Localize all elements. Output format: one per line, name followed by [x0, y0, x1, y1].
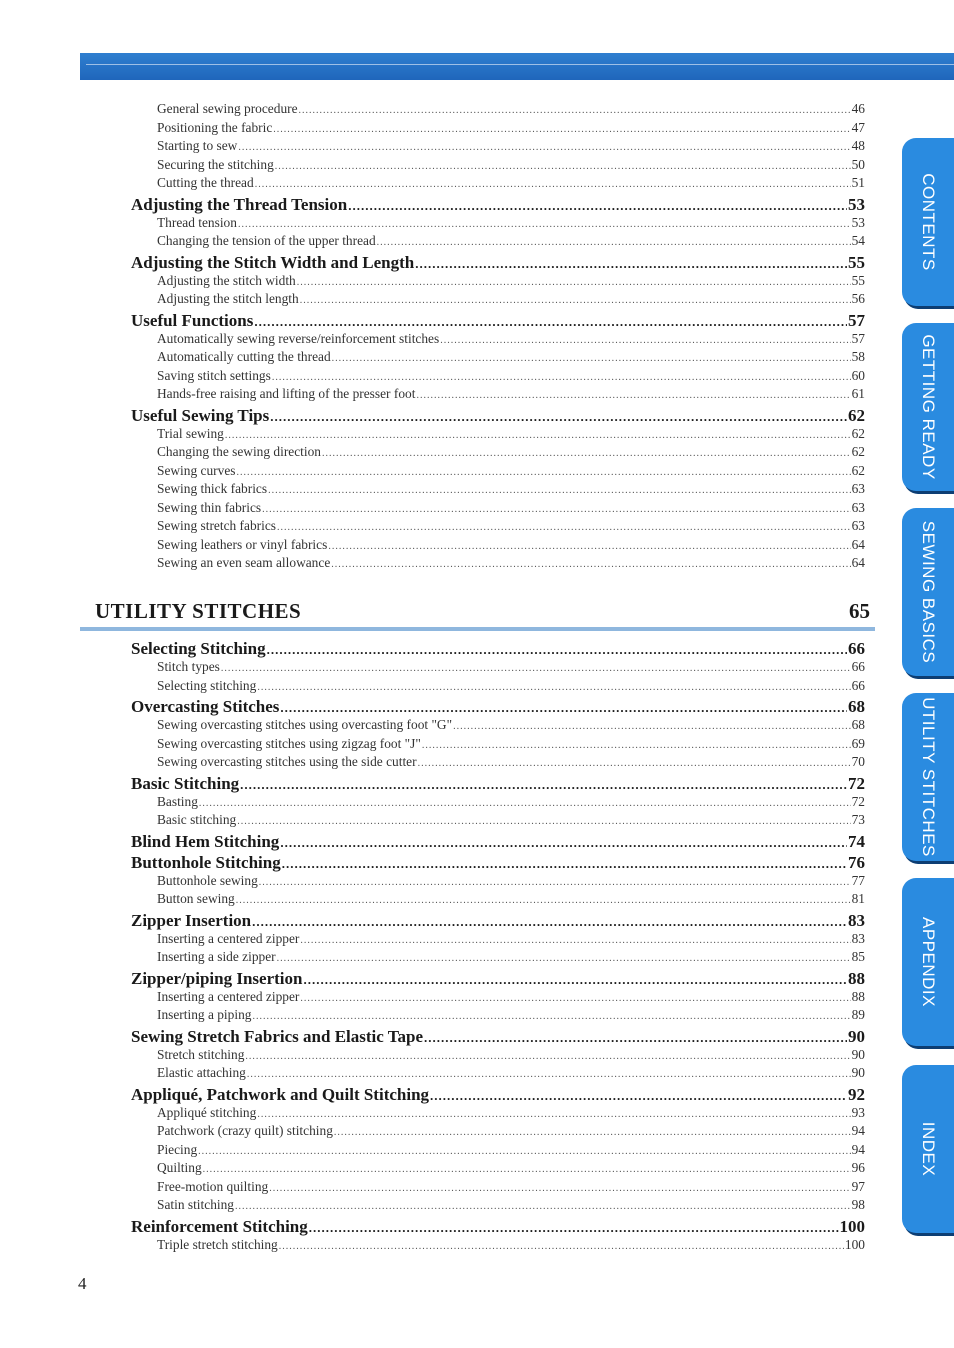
toc-entry[interactable] [131, 794, 865, 813]
toc-entry[interactable] [131, 1142, 865, 1161]
toc-entry[interactable] [131, 120, 865, 139]
dot-leader [277, 522, 851, 533]
toc-entry-title: Cutting the thread [157, 175, 254, 190]
toc-entry[interactable] [131, 215, 865, 234]
toc-entry[interactable] [131, 1047, 865, 1066]
toc-entry-title: Sewing curves [157, 462, 236, 478]
toc-heading-entry[interactable] [131, 195, 865, 215]
dot-leader [225, 430, 851, 441]
section-title: UTILITY STITCHES [95, 599, 302, 623]
toc-entry-title: Triple stretch stitching [157, 1236, 278, 1252]
page-number: 4 [78, 1274, 87, 1293]
toc-entry-page: 97 [851, 1178, 865, 1194]
toc-entry[interactable] [131, 555, 865, 574]
toc-entry-title: Sewing thin fabrics [157, 499, 262, 515]
toc-entry-page: 63 [851, 481, 865, 496]
toc-entry-page: 63 [851, 499, 865, 515]
toc-entry-page: 63 [851, 518, 865, 533]
dot-leader [272, 372, 851, 383]
tab-label: SEWING BASICS [919, 520, 938, 664]
toc-entry-title: Appliqué, Patchwork and Quilt Stitching [131, 1084, 430, 1104]
dot-leader [415, 256, 847, 272]
dot-leader [279, 1241, 844, 1252]
toc-heading-entry[interactable] [131, 1085, 865, 1105]
dot-leader [280, 835, 847, 851]
toc-entry[interactable] [131, 368, 865, 387]
toc-entry[interactable] [131, 481, 865, 500]
dot-leader [238, 142, 850, 153]
toc-entry-title: Thread tension [157, 214, 237, 230]
toc-entry-page: 96 [851, 1160, 865, 1175]
toc-entry-page: 83 [851, 930, 865, 946]
toc-entry[interactable] [131, 736, 865, 755]
toc-heading-entry[interactable] [131, 911, 865, 931]
toc-heading-entry[interactable] [131, 1217, 865, 1237]
dot-leader [440, 335, 850, 346]
toc-entry-page: 66 [848, 639, 865, 658]
tab-label: INDEX [919, 1121, 938, 1177]
toc-entry-page: 66 [851, 677, 865, 693]
toc-entry-page: 57 [848, 310, 865, 330]
toc-entry-title: Starting to sew [157, 138, 238, 153]
toc-entry[interactable] [131, 101, 865, 120]
dot-leader [418, 758, 851, 769]
header-band-line [86, 64, 954, 65]
toc-entry-page: 62 [851, 425, 865, 441]
toc-list-top [131, 101, 865, 574]
toc-entry[interactable] [131, 463, 865, 482]
toc-entry[interactable] [131, 349, 865, 368]
toc-entry-title: Changing the sewing direction [157, 444, 322, 459]
toc-entry[interactable] [131, 717, 865, 736]
dot-leader [322, 448, 851, 459]
toc-entry-title: Zipper Insertion [131, 910, 252, 930]
toc-entry-page: 72 [851, 793, 865, 809]
toc-heading-entry[interactable] [131, 639, 865, 659]
toc-entry-title: Piecing [157, 1141, 198, 1157]
toc-entry-title: Saving stitch settings [157, 367, 271, 383]
toc-entry-page: 92 [848, 1084, 865, 1104]
toc-entry-title: Overcasting Stitches [131, 697, 280, 716]
toc-entry[interactable] [131, 175, 865, 194]
toc-heading-entry[interactable] [131, 832, 865, 852]
dot-leader [430, 1088, 847, 1104]
toc-entry-page: 64 [851, 555, 865, 570]
dot-leader [236, 467, 850, 478]
dot-leader [247, 1069, 851, 1080]
toc-entry-page: 89 [851, 1007, 865, 1022]
toc-entry-title: Sewing Stretch Fabrics and Elastic Tape [131, 1026, 424, 1046]
tab-appendix[interactable] [902, 878, 954, 1046]
toc-entry-page: 68 [851, 717, 865, 732]
toc-entry-page: 57 [851, 330, 865, 346]
toc-entry[interactable] [131, 500, 865, 519]
dot-leader [331, 559, 850, 570]
toc-entry-title: Buttonhole Stitching [131, 852, 281, 872]
toc-entry-page: 90 [848, 1026, 865, 1046]
toc-entry[interactable] [131, 1105, 865, 1124]
toc-entry[interactable] [131, 273, 865, 292]
toc-entry-page: 54 [851, 233, 865, 248]
tab-label: UTILITY STITCHES [919, 697, 938, 857]
dot-leader [300, 935, 850, 946]
toc-entry[interactable] [131, 989, 865, 1008]
toc-entry-title: Adjusting the stitch length [157, 291, 299, 306]
toc-entry-title: Selecting Stitching [131, 639, 266, 658]
toc-entry-title: Zipper/piping Insertion [131, 968, 303, 988]
toc-entry-title: Hands-free raising and lifting of the presser foot [157, 386, 416, 401]
dot-leader [453, 721, 851, 732]
toc-entry[interactable] [131, 157, 865, 176]
toc-entry-page: 76 [848, 852, 865, 872]
dot-leader [235, 1201, 851, 1212]
toc-entry-page: 69 [851, 735, 865, 751]
toc-entry-title: Changing the tension of the upper thread [157, 233, 376, 248]
toc-entry-page: 90 [851, 1046, 865, 1062]
toc-entry-page: 53 [851, 214, 865, 230]
toc-entry-title: Sewing leathers or vinyl fabrics [157, 536, 328, 552]
toc-entry-title: General sewing procedure [157, 101, 298, 116]
toc-entry-title: Inserting a side zipper [157, 949, 276, 964]
toc-entry-page: 48 [851, 138, 865, 153]
toc-entry-page: 72 [848, 773, 865, 793]
toc-entry[interactable] [131, 386, 865, 405]
toc-list-bottom [131, 638, 865, 1255]
toc-heading-entry[interactable] [131, 774, 865, 794]
toc-entry[interactable] [131, 873, 865, 892]
toc-entry-title: Inserting a piping [157, 1007, 252, 1022]
toc-entry-title: Sewing stretch fabrics [157, 518, 276, 533]
dot-leader [267, 642, 847, 658]
toc-entry-title: Useful Functions [131, 310, 254, 330]
tab-label: GETTING READY [919, 334, 938, 480]
toc-entry-page: 46 [851, 101, 865, 116]
dot-leader [237, 816, 850, 827]
toc-entry-title: Stitch types [157, 659, 220, 674]
dot-leader [240, 777, 847, 793]
dot-leader [257, 1109, 850, 1120]
section-page-number: 65 [849, 599, 870, 623]
toc-entry-title: Buttonhole sewing [157, 872, 258, 888]
dot-leader [269, 1183, 850, 1194]
toc-entry-page: 88 [848, 968, 865, 988]
dot-leader [275, 161, 851, 172]
toc-entry[interactable] [131, 1160, 865, 1179]
dot-leader [203, 1164, 851, 1175]
toc-entry-title: Adjusting the Stitch Width and Length [131, 252, 415, 272]
toc-heading-entry[interactable] [131, 697, 865, 717]
toc-entry-page: 62 [851, 444, 865, 459]
toc-entry-title: Securing the stitching [157, 156, 274, 172]
dot-leader [280, 700, 847, 716]
dot-leader [252, 914, 847, 930]
header-band [80, 53, 954, 80]
toc-entry-title: Basic stitching [157, 812, 237, 827]
toc-entry[interactable] [131, 233, 865, 252]
toc-entry-page: 88 [851, 988, 865, 1004]
toc-entry[interactable] [131, 812, 865, 831]
toc-entry[interactable] [131, 1123, 865, 1142]
tab-contents[interactable] [902, 138, 954, 306]
toc-entry[interactable] [131, 1237, 865, 1256]
toc-entry-title: Button sewing [157, 891, 235, 906]
dot-leader [257, 682, 850, 693]
toc-entry-page: 100 [844, 1236, 865, 1252]
toc-entry[interactable] [131, 426, 865, 445]
toc-entry-title: Sewing thick fabrics [157, 481, 268, 496]
toc-entry-title: Quilting [157, 1160, 202, 1175]
tab-label: APPENDIX [919, 917, 938, 1007]
dot-leader [309, 1220, 839, 1236]
toc-entry[interactable] [131, 659, 865, 678]
toc-entry[interactable] [131, 891, 865, 910]
toc-entry-page: 98 [851, 1197, 865, 1212]
tab-getting-ready[interactable] [902, 323, 954, 491]
toc-entry-title: Inserting a centered zipper [157, 930, 300, 946]
toc-entry-page: 70 [851, 754, 865, 769]
dot-leader [303, 972, 847, 988]
toc-entry-page: 66 [851, 659, 865, 674]
toc-entry-page: 85 [851, 949, 865, 964]
toc-entry[interactable] [131, 444, 865, 463]
toc-entry[interactable] [131, 537, 865, 556]
toc-entry-page: 47 [851, 119, 865, 135]
dot-leader [328, 541, 850, 552]
toc-entry-title: Sewing overcasting stitches using overcasting foot "G" [157, 717, 453, 732]
toc-entry-page: 51 [851, 175, 865, 190]
dot-leader [238, 219, 851, 230]
toc-entry-page: 64 [851, 536, 865, 552]
toc-entry-page: 81 [851, 891, 865, 906]
tab-utility-stitches[interactable] [902, 693, 954, 861]
toc-entry-page: 55 [851, 272, 865, 288]
toc-entry-title: Automatically cutting the thread [157, 349, 331, 364]
dot-leader [348, 198, 847, 214]
toc-entry-title: Elastic attaching [157, 1065, 246, 1080]
toc-entry-page: 61 [851, 386, 865, 401]
toc-entry[interactable] [131, 1197, 865, 1216]
toc-entry-title: Useful Sewing Tips [131, 405, 270, 425]
dot-leader [300, 993, 850, 1004]
toc-entry-page: 53 [848, 194, 865, 214]
dot-leader [332, 353, 851, 364]
toc-heading-entry[interactable] [131, 406, 865, 426]
toc-entry-page: 94 [851, 1141, 865, 1157]
dot-leader [277, 953, 851, 964]
toc-entry[interactable] [131, 678, 865, 697]
toc-entry-page: 94 [851, 1123, 865, 1138]
toc-entry-title: Sewing overcasting stitches using zigzag foot "J" [157, 735, 421, 751]
dot-leader [300, 295, 851, 306]
dot-leader [255, 179, 851, 190]
dot-leader [245, 1051, 850, 1062]
toc-entry-title: Basic Stitching [131, 773, 240, 793]
toc-entry-title: Adjusting the stitch width [157, 272, 296, 288]
toc-entry[interactable] [131, 754, 865, 773]
dot-leader [254, 314, 847, 330]
tab-label: CONTENTS [919, 173, 938, 271]
toc-heading-entry[interactable] [131, 969, 865, 989]
dot-leader [199, 798, 851, 809]
dot-leader [299, 105, 851, 116]
toc-heading-entry[interactable] [131, 253, 865, 273]
dot-leader [273, 124, 850, 135]
dot-leader [416, 390, 850, 401]
toc-entry-title: Selecting stitching [157, 677, 257, 693]
toc-entry-page: 73 [851, 812, 865, 827]
dot-leader [268, 485, 851, 496]
toc-entry-page: 50 [851, 156, 865, 172]
toc-entry-page: 93 [851, 1104, 865, 1120]
dot-leader [252, 1011, 850, 1022]
toc-entry-title: Reinforcement Stitching [131, 1216, 308, 1236]
toc-entry[interactable] [131, 138, 865, 157]
dot-leader [221, 663, 851, 674]
dot-leader [262, 504, 850, 515]
toc-entry-title: Positioning the fabric [157, 119, 273, 135]
toc-entry-page: 56 [851, 291, 865, 306]
toc-entry-title: Trial sewing [157, 425, 224, 441]
toc-entry-page: 77 [851, 872, 865, 888]
toc-entry-page: 100 [839, 1216, 865, 1236]
dot-leader [198, 1146, 850, 1157]
toc-entry-title: Automatically sewing reverse/reinforcement stitches [157, 330, 440, 346]
toc-entry-page: 60 [851, 367, 865, 383]
toc-entry-page: 62 [848, 405, 865, 425]
toc-entry-title: Appliqué stitching [157, 1104, 257, 1120]
toc-entry-title: Stretch stitching [157, 1046, 245, 1062]
toc-entry[interactable] [131, 518, 865, 537]
dot-leader [236, 895, 851, 906]
toc-entry-page: 74 [848, 831, 865, 851]
dot-leader [259, 877, 851, 888]
toc-entry-page: 68 [848, 697, 865, 716]
toc-entry-page: 58 [851, 349, 865, 364]
toc-entry-title: Sewing an even seam allowance [157, 555, 331, 570]
toc-entry[interactable] [131, 291, 865, 310]
toc-entry-page: 83 [848, 910, 865, 930]
toc-entry[interactable] [131, 1179, 865, 1198]
toc-entry-title: Free-motion quilting [157, 1178, 269, 1194]
toc-entry-title: Blind Hem Stitching [131, 831, 280, 851]
dot-leader [334, 1127, 851, 1138]
toc-entry-title: Basting [157, 793, 198, 809]
section-divider [80, 627, 875, 631]
dot-leader [282, 856, 847, 872]
toc-entry-title: Inserting a centered zipper [157, 988, 300, 1004]
toc-entry-page: 62 [851, 462, 865, 478]
toc-heading-entry[interactable] [131, 853, 865, 873]
toc-entry-title: Adjusting the Thread Tension [131, 194, 348, 214]
dot-leader [424, 1030, 847, 1046]
toc-entry-title: Satin stitching [157, 1197, 234, 1212]
toc-entry-page: 55 [848, 252, 865, 272]
dot-leader [270, 409, 847, 425]
toc-entry[interactable] [131, 331, 865, 350]
toc-heading-entry[interactable] [131, 311, 865, 331]
dot-leader [422, 740, 851, 751]
toc-entry-title: Patchwork (crazy quilt) stitching [157, 1123, 333, 1138]
dot-leader [377, 237, 851, 248]
toc-heading-entry[interactable] [131, 1027, 865, 1047]
toc-entry[interactable] [131, 1007, 865, 1026]
tab-index[interactable] [902, 1065, 954, 1233]
section-heading[interactable] [80, 597, 874, 627]
toc-entry[interactable] [131, 949, 865, 968]
tab-sewing-basics[interactable] [902, 508, 954, 676]
toc-entry-page: 90 [851, 1065, 865, 1080]
toc-entry-title: Sewing overcasting stitches using the side cutter [157, 754, 417, 769]
toc-entry[interactable] [131, 1065, 865, 1084]
toc-entry[interactable] [131, 931, 865, 950]
dot-leader [297, 277, 851, 288]
